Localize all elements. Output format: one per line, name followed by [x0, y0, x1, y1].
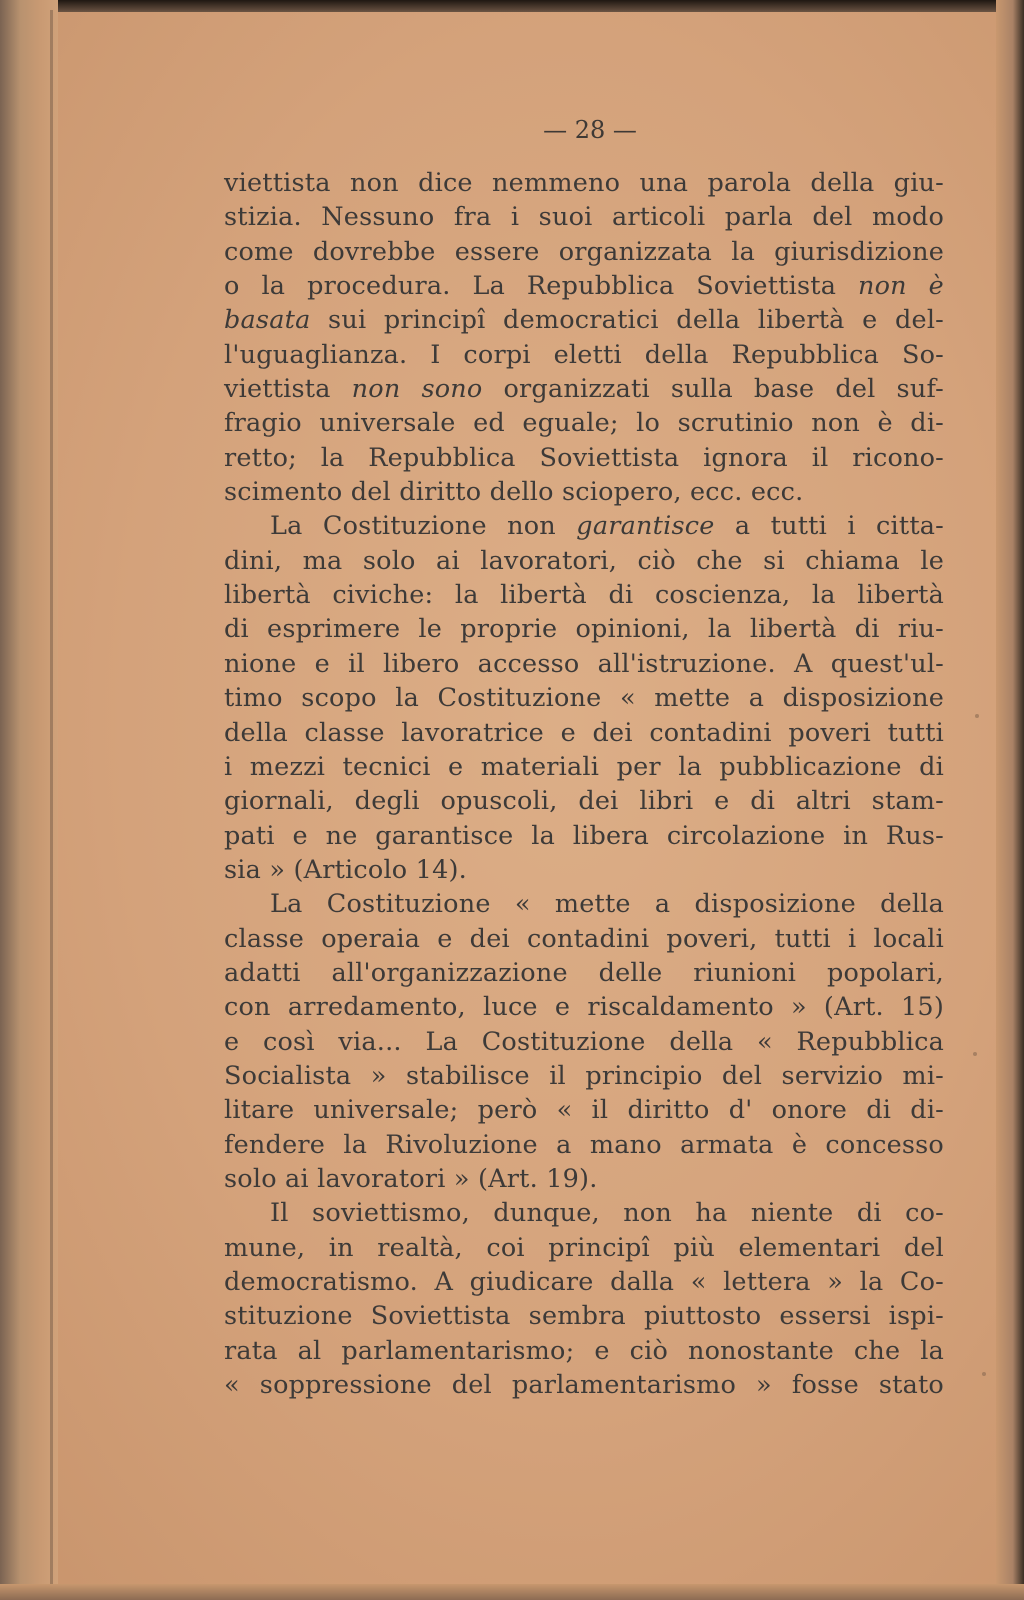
text-line: [224, 1196, 944, 1230]
text-run: rata al parlamentarismo; e ciò nonostante che la: [224, 1335, 944, 1366]
text-line: [224, 1059, 944, 1093]
text-line: [224, 887, 944, 921]
text-run: come dovrebbe essere organizzata la giurisdizione: [224, 236, 944, 267]
text-line: [224, 1368, 944, 1402]
italic-run: garantisce: [576, 511, 715, 542]
text-line: [224, 1265, 944, 1299]
text-line: [224, 1162, 944, 1196]
text-run: viettista non dice nemmeno una parola della giu-: [224, 168, 944, 198]
text-line: [224, 681, 944, 715]
text-run: litare universale; però « il diritto d' onore di di-: [224, 1095, 944, 1126]
text-run: o la procedura. La Repubblica Soviettista: [224, 271, 858, 302]
text-run: mune, in realtà, coi principî più elementari del: [224, 1232, 944, 1263]
text-run: timo scopo la Costituzione « mette a disposizione: [224, 683, 944, 714]
text-line: [224, 1128, 944, 1162]
page-right-edge: [996, 0, 1024, 1600]
text-line: [224, 441, 944, 475]
text-run: fragio universale ed eguale; lo scrutinio non è di-: [224, 408, 944, 439]
text-line: [224, 475, 944, 509]
text-run: stituzione Soviettista sembra piuttosto essersi ispi-: [224, 1301, 944, 1332]
text-line: [224, 922, 944, 956]
text-run: stizia. Nessuno fra i suoi articoli parla del modo: [224, 202, 944, 233]
text-run: classe operaia e dei contadini poveri, tutti i locali: [224, 923, 944, 954]
text-run: l'uguaglianza. I corpi eletti della Repubblica So-: [224, 339, 944, 370]
text-run: fendere la Rivoluzione a mano armata è concesso: [224, 1129, 944, 1160]
text-line: [224, 956, 944, 990]
text-line: [224, 338, 944, 372]
text-line: [224, 166, 944, 200]
body-text: [224, 166, 944, 1402]
text-line: [224, 1093, 944, 1127]
text-run: sui principî democratici della libertà e del-: [310, 305, 944, 336]
text-line: [224, 578, 944, 612]
text-run: pati e ne garantisce la libera circolazione in Rus-: [224, 820, 944, 851]
text-line: [224, 509, 944, 543]
text-run: adatti all'organizzazione delle riunioni popolari,: [224, 957, 944, 988]
text-line: [224, 819, 944, 853]
text-run: i mezzi tecnici e materiali per la pubblicazione di: [224, 751, 944, 782]
text-line: [224, 1025, 944, 1059]
text-run: nione e il libero accesso all'istruzione. A quest'ul-: [224, 648, 944, 679]
paper-speck: [973, 1052, 977, 1056]
text-run: Socialista » stabilisce il principio del servizio mi-: [224, 1060, 944, 1091]
text-run: libertà civiche: la libertà di coscienza, la libertà: [224, 580, 944, 611]
text-line: [224, 1334, 944, 1368]
text-line: [224, 647, 944, 681]
text-run: solo ai lavoratori » (Art. 19).: [224, 1163, 598, 1194]
text-line: [224, 269, 944, 303]
text-run: dini, ma solo ai lavoratori, ciò che si chiama le: [224, 545, 944, 576]
text-run: giornali, degli opuscoli, dei libri e di altri stam-: [224, 786, 944, 817]
text-run: sia » (Articolo 14).: [224, 854, 467, 885]
text-run: democratismo. A giudicare dalla « lettera » la Co-: [224, 1267, 944, 1297]
text-run: scimento del diritto dello sciopero, ecc. ecc.: [224, 477, 804, 508]
text-run: Il soviettismo, dunque, non ha niente di co-: [270, 1198, 944, 1229]
text-line: [224, 750, 944, 784]
italic-run: non è: [858, 271, 944, 302]
book-binding-edge: [0, 0, 58, 1600]
text-run: con arredamento, luce e riscaldamento » (Art. 15): [224, 992, 944, 1023]
text-line: [224, 612, 944, 646]
text-line: [224, 990, 944, 1024]
text-line: [224, 1231, 944, 1265]
text-line: [224, 716, 944, 750]
italic-run: non sono: [351, 374, 483, 405]
text-run: La Costituzione non: [270, 511, 577, 542]
text-line: [224, 372, 944, 406]
text-run: viettista: [224, 374, 352, 405]
text-line: [224, 200, 944, 234]
paper-speck: [975, 714, 979, 718]
page-top-edge: [0, 0, 1024, 12]
text-line: [224, 406, 944, 440]
text-run: « soppressione del parlamentarismo » fosse stato: [224, 1370, 944, 1401]
page-bottom-edge: [0, 1584, 1024, 1600]
text-line: [224, 784, 944, 818]
paper-speck: [982, 1372, 986, 1376]
text-line: [224, 235, 944, 269]
text-run: La Costituzione « mette a disposizione della: [270, 889, 944, 920]
italic-run: basata: [224, 305, 311, 336]
text-run: organizzati sulla base del suf-: [482, 374, 944, 405]
page-number: — 28 —: [543, 116, 637, 144]
text-run: di esprimere le proprie opinioni, la libertà di riu-: [224, 614, 944, 645]
text-line: [224, 853, 944, 887]
text-run: della classe lavoratrice e dei contadini poveri tutti: [224, 717, 944, 748]
text-line: [224, 303, 944, 337]
text-run: a tutti i citta-: [714, 511, 944, 542]
text-line: [224, 1299, 944, 1333]
text-line: [224, 544, 944, 578]
text-run: e così via... La Costituzione della « Repubblica: [224, 1026, 944, 1057]
text-run: retto; la Repubblica Soviettista ignora il ricono-: [224, 442, 944, 473]
